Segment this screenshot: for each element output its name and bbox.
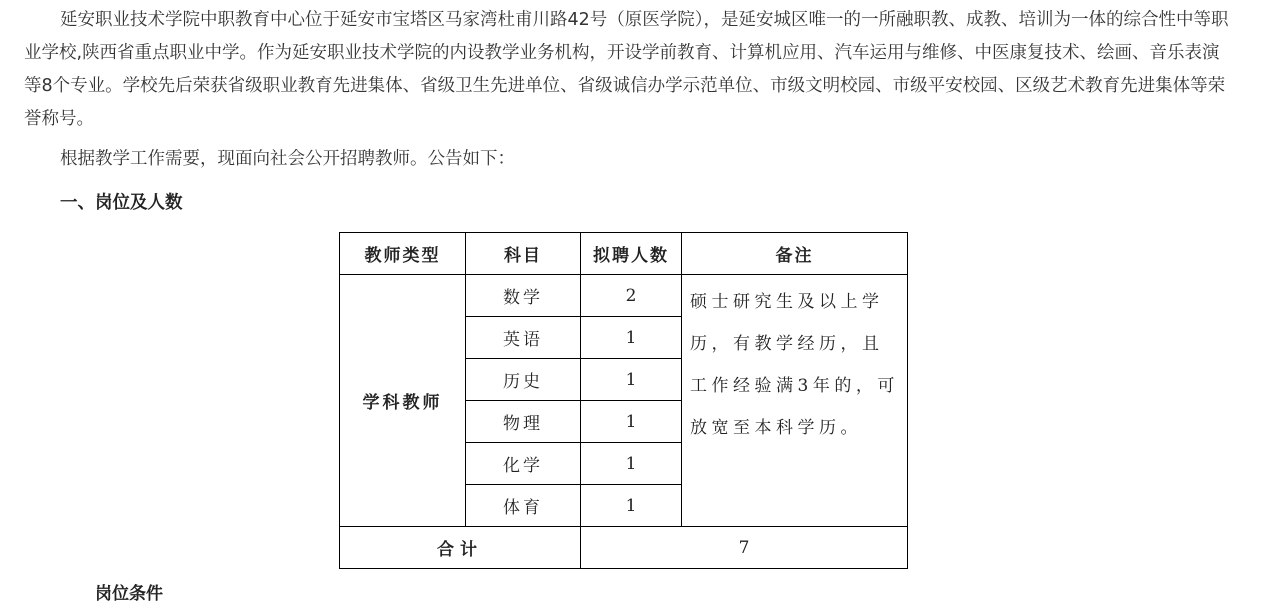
- subject-cell: 数学: [466, 275, 581, 317]
- intro-paragraph-1: 延安职业技术学院中职教育中心位于延安市宝塔区马家湾杜甫川路42号（原医学院），是延安城区唯一的一所融职教、成教、培训为一体的综合性中等职业学校,陕西省重点职业中学。作为延安职业技术学院的内设教学业务机构，开设学前教育、计算机应用、汽车运用与维修、中医康复技术、绘画、音乐表演等8个专业。学校先后荣获省级职业教育先进集体、省级卫生先进单位、省级诚信办学示范单位、市级文明校园、市级平安校园、区级艺术教育先进集体等荣誉称号。: [24, 10, 1229, 129]
- section-heading-conditions: 岗位条件: [95, 584, 163, 604]
- count-cell: 1: [581, 401, 682, 443]
- note-cell: 硕士研究生及以上学历，有教学经历，且工作经验满3年的，可放宽至本科学历。: [682, 275, 908, 527]
- section-heading-positions: 一、岗位及人数: [60, 193, 183, 213]
- count-cell: 1: [581, 359, 682, 401]
- subject-cell: 体育: [466, 485, 581, 527]
- table-row: [340, 275, 908, 317]
- header-teacher-type: 教师类型: [340, 233, 466, 275]
- count-cell: 1: [581, 443, 682, 485]
- subject-cell: 化学: [466, 443, 581, 485]
- count-cell: 2: [581, 275, 682, 317]
- header-count: 拟聘人数: [581, 233, 682, 275]
- subject-cell: 物理: [466, 401, 581, 443]
- subject-cell: 历史: [466, 359, 581, 401]
- count-cell: 1: [581, 485, 682, 527]
- positions-table: [339, 232, 908, 569]
- intro-paragraph-2: 根据教学工作需要，现面向社会公开招聘教师。公告如下：: [60, 149, 515, 169]
- header-note: 备注: [682, 233, 908, 275]
- header-subject: 科目: [466, 233, 581, 275]
- total-value: 7: [581, 527, 908, 569]
- teacher-type-cell: 学科教师: [340, 275, 466, 527]
- subject-cell: 英语: [466, 317, 581, 359]
- count-cell: 1: [581, 317, 682, 359]
- table-total-row: [340, 527, 908, 569]
- table-header-row: [340, 233, 908, 275]
- total-label: 合计: [340, 527, 581, 569]
